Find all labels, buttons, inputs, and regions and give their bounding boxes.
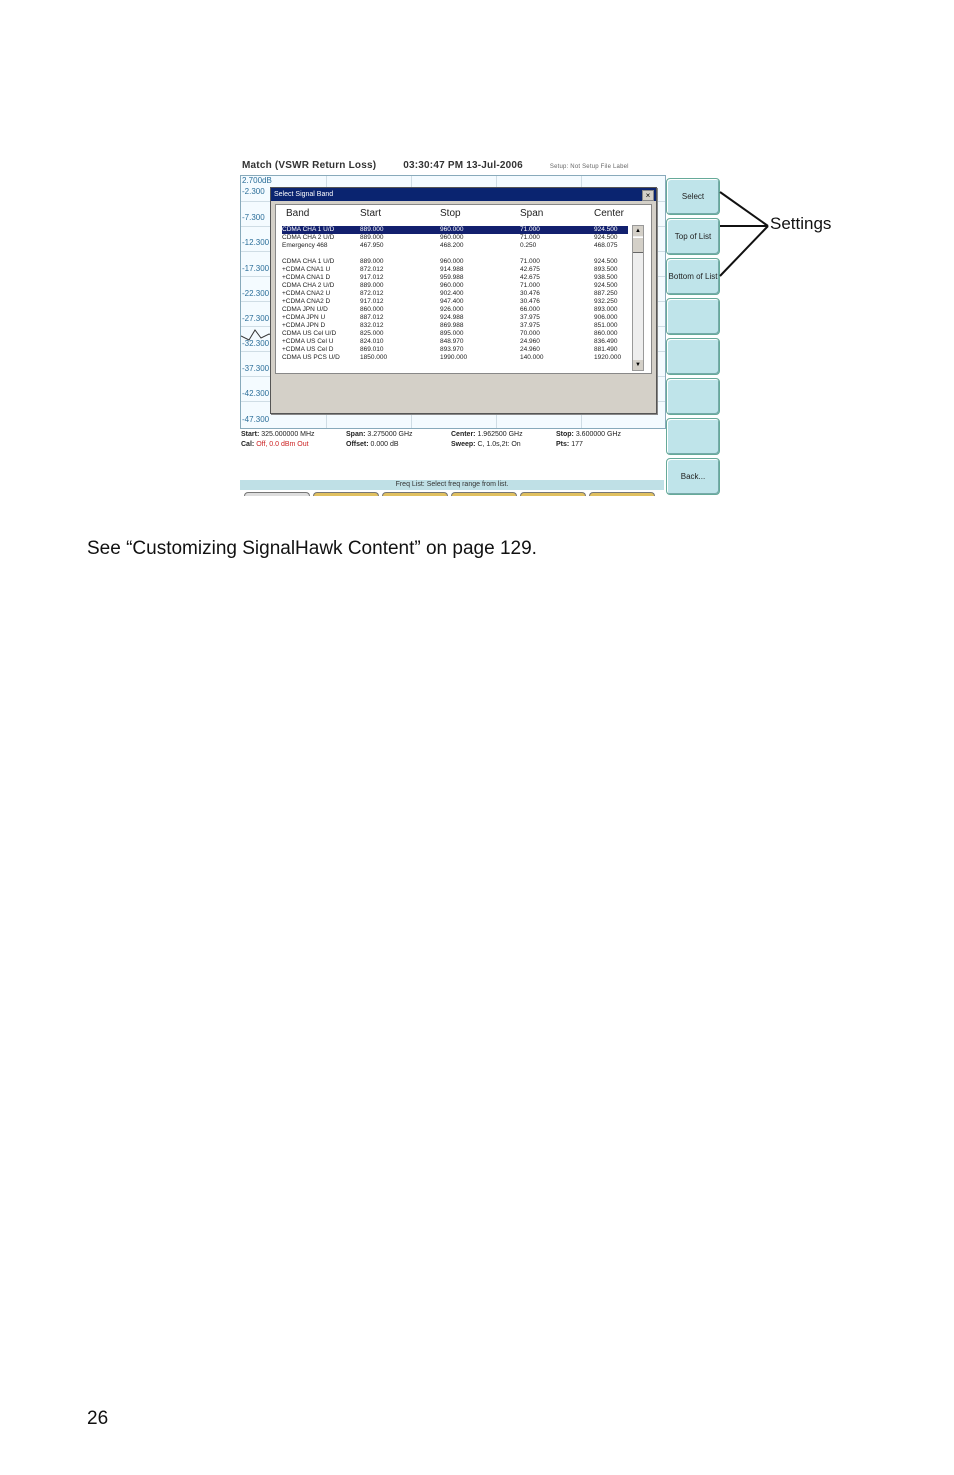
scroll-thumb[interactable] [633, 237, 643, 253]
cell-stop: 960.000 [440, 226, 464, 233]
cell-start: 872.012 [360, 290, 384, 297]
cell-start: 917.012 [360, 274, 384, 281]
cell-band: CDMA US PCS U/D [282, 354, 340, 361]
y-label: -42.300 [242, 389, 270, 398]
cell-span: 71.000 [520, 282, 540, 289]
cell-span: 70.000 [520, 330, 540, 337]
cell-start: 869.010 [360, 346, 384, 353]
cell-span: 30.476 [520, 298, 540, 305]
header-start: Start [360, 208, 382, 219]
cell-center: 893.500 [594, 266, 618, 273]
screen-title-bar [242, 160, 712, 174]
y-label: -22.300 [242, 289, 270, 298]
cell-start: 832.012 [360, 322, 384, 329]
table-row[interactable] [282, 282, 628, 290]
cell-band: CDMA JPN U/D [282, 306, 328, 313]
cell-center: 1920.000 [594, 354, 622, 361]
cell-center: 938.500 [594, 274, 618, 281]
cell-span: 37.975 [520, 322, 540, 329]
page-number: 26 [87, 1408, 109, 1429]
cell-band: Emergency 468 [282, 242, 328, 249]
softkey-blank[interactable] [666, 378, 720, 415]
cell-stop: 848.970 [440, 338, 464, 345]
scroll-down-icon[interactable]: ▼ [633, 360, 643, 370]
cell-span: 71.000 [520, 258, 540, 265]
cell-span: 0.250 [520, 242, 537, 249]
softkey-blank[interactable] [666, 418, 720, 455]
cell-stop: 1990.000 [440, 354, 468, 361]
cell-center: 924.500 [594, 258, 618, 265]
cell-center: 924.500 [594, 282, 618, 289]
cell-center: 836.490 [594, 338, 618, 345]
cell-span: 42.675 [520, 274, 540, 281]
table-row[interactable] [282, 330, 628, 338]
cell-center: 851.000 [594, 322, 618, 329]
cell-span: 30.476 [520, 290, 540, 297]
cell-band: CDMA CHA 1 U/D [282, 258, 335, 265]
status-bar: Freq List: Select freq range from list. [240, 480, 664, 490]
y-label: -27.300 [242, 314, 270, 323]
cell-band: +CDMA CNA1 U [282, 266, 331, 273]
y-label: -37.300 [242, 364, 270, 373]
cell-start: 889.000 [360, 226, 384, 233]
y-label: -2.300 [242, 187, 265, 196]
cell-start: 467.950 [360, 242, 384, 249]
band-list[interactable] [275, 204, 652, 374]
info-cal: Cal: Off, 0.0 dBm Out [241, 441, 309, 448]
info-sweep: Sweep: C, 1.0s,2t: On [451, 441, 521, 448]
bottom-tab[interactable] [382, 492, 448, 496]
cell-start: 917.012 [360, 298, 384, 305]
cell-band: +CDMA CNA1 D [282, 274, 331, 281]
cell-stop: 960.000 [440, 234, 464, 241]
close-icon[interactable]: × [642, 190, 654, 201]
cell-stop: 895.000 [440, 330, 464, 337]
cell-start: 887.012 [360, 314, 384, 321]
cell-center: 881.490 [594, 346, 618, 353]
table-row[interactable] [282, 346, 628, 354]
y-label: -32.300 [242, 339, 270, 348]
cell-stop: 468.200 [440, 242, 464, 249]
header-span: Span [520, 208, 544, 219]
cell-center: 924.500 [594, 226, 618, 233]
cell-center: 860.000 [594, 330, 618, 337]
back-button[interactable]: Back... [666, 458, 720, 495]
bottom-tab[interactable] [313, 492, 379, 496]
cell-span: 66.000 [520, 306, 540, 313]
softkey-blank[interactable] [666, 298, 720, 335]
table-row[interactable] [282, 354, 628, 362]
bottom-tab[interactable] [589, 492, 655, 496]
reference-text: See “Customizing SignalHawk Content” on page 129. [87, 538, 537, 559]
cell-stop: 959.988 [440, 274, 464, 281]
table-row[interactable] [282, 306, 628, 314]
screen-time: 03:30:47 PM 13-Jul-2006 [403, 160, 523, 171]
bottom-tabs [244, 492, 662, 496]
bottom-of-list-button[interactable]: Bottom of List [666, 258, 720, 295]
callout-lines [718, 186, 778, 280]
table-row[interactable] [282, 322, 628, 330]
cell-band: +CDMA JPN D [282, 322, 326, 329]
table-row[interactable] [282, 242, 628, 250]
top-of-list-button[interactable]: Top of List [666, 218, 720, 255]
cell-stop: 893.970 [440, 346, 464, 353]
table-row[interactable] [282, 274, 628, 282]
cell-center: 906.000 [594, 314, 618, 321]
cell-stop: 902.400 [440, 290, 464, 297]
cell-start: 1850.000 [360, 354, 388, 361]
cell-band: +CDMA US Cel U [282, 338, 334, 345]
info-pts: Pts: 177 [556, 441, 583, 448]
info-span: Span: 3.275000 GHz [346, 431, 413, 438]
select-button[interactable]: Select [666, 178, 720, 215]
bottom-tab[interactable] [520, 492, 586, 496]
cell-span: 37.975 [520, 314, 540, 321]
table-row[interactable] [282, 226, 628, 234]
cell-start: 824.010 [360, 338, 384, 345]
y-label: -7.300 [242, 213, 265, 222]
list-scrollbar[interactable] [632, 225, 644, 371]
header-stop: Stop [440, 208, 461, 219]
cell-start: 889.000 [360, 258, 384, 265]
screen-title: Match (VSWR Return Loss) [242, 160, 377, 171]
cell-band: CDMA CHA 2 U/D [282, 234, 335, 241]
cell-start: 889.000 [360, 282, 384, 289]
cell-start: 889.000 [360, 234, 384, 241]
header-center: Center [594, 208, 625, 219]
y-label: -17.300 [242, 264, 270, 273]
cell-center: 932.250 [594, 298, 618, 305]
cell-span: 71.000 [520, 226, 540, 233]
screen-setup: Setup: Not Setup File Label [549, 164, 629, 170]
bottom-tab[interactable] [451, 492, 517, 496]
cell-span: 24.960 [520, 346, 540, 353]
cell-band: +CDMA US Cel D [282, 346, 334, 353]
table-row[interactable] [282, 258, 628, 266]
cell-stop: 914.988 [440, 266, 464, 273]
cell-stop: 947.400 [440, 298, 464, 305]
cell-stop: 926.000 [440, 306, 464, 313]
table-row[interactable] [282, 314, 628, 322]
y-label: -47.300 [242, 415, 270, 424]
cell-stop: 924.988 [440, 314, 464, 321]
cell-band: CDMA CHA 2 U/D [282, 282, 335, 289]
table-row[interactable] [282, 298, 628, 306]
cell-band: +CDMA JPN U [282, 314, 326, 321]
cell-span: 140.000 [520, 354, 544, 361]
cell-start: 860.000 [360, 306, 384, 313]
cell-stop: 960.000 [440, 258, 464, 265]
table-row[interactable] [282, 290, 628, 298]
dialog-title: Select Signal Band [271, 188, 656, 201]
cell-band: +CDMA CNA2 D [282, 298, 331, 305]
table-row[interactable] [282, 266, 628, 274]
y-label: 2.700dB [242, 176, 272, 185]
cell-band: CDMA CHA 1 U/D [282, 226, 335, 233]
bottom-tab[interactable] [244, 492, 310, 496]
cell-center: 468.075 [594, 242, 618, 249]
cell-span: 42.675 [520, 266, 540, 273]
cell-start: 825.000 [360, 330, 384, 337]
cell-stop: 960.000 [440, 282, 464, 289]
cell-center: 893.000 [594, 306, 618, 313]
header-band: Band [286, 208, 310, 219]
callout-label: Settings [770, 214, 832, 233]
table-row[interactable] [282, 338, 628, 346]
cell-start: 872.012 [360, 266, 384, 273]
cell-center: 924.500 [594, 234, 618, 241]
cell-span: 24.960 [520, 338, 540, 345]
select-signal-band-dialog [270, 187, 657, 414]
softkey-blank[interactable] [666, 338, 720, 375]
y-label: -12.300 [242, 238, 270, 247]
info-start: Start: 325.000000 MHz [241, 431, 315, 438]
scroll-up-icon[interactable]: ▲ [633, 226, 643, 236]
cell-band: +CDMA CNA2 U [282, 290, 331, 297]
cell-span: 71.000 [520, 234, 540, 241]
cell-band: CDMA US Cel U/D [282, 330, 337, 337]
screenshot [240, 160, 721, 496]
table-row[interactable] [282, 234, 628, 242]
cell-center: 887.250 [594, 290, 618, 297]
cell-stop: 869.988 [440, 322, 464, 329]
info-center: Center: 1.962500 GHz [451, 431, 523, 438]
info-stop: Stop: 3.600000 GHz [556, 431, 621, 438]
info-offset: Offset: 0.000 dB [346, 441, 399, 448]
